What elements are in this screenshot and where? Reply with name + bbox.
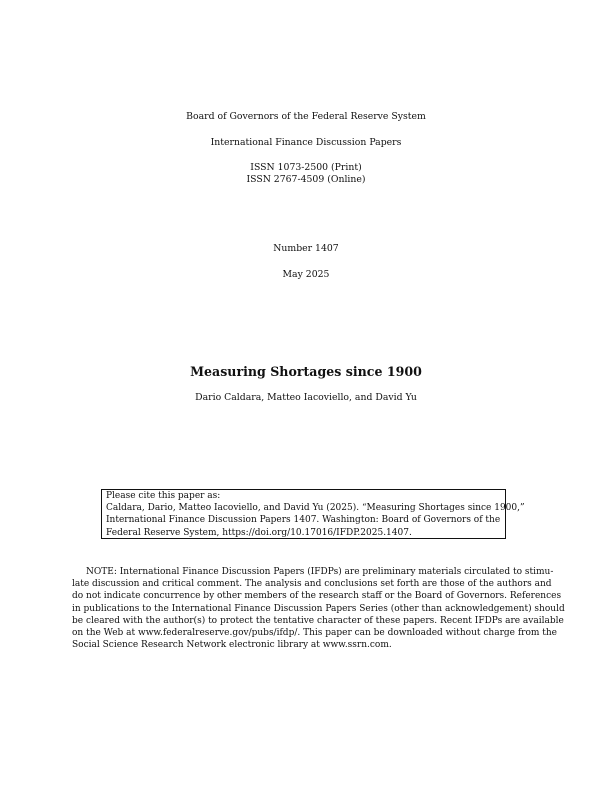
note-line: on the Web at www.federalreserve.gov/pubs/ifdp/. This paper can be downloaded without charge from the: [72, 628, 558, 639]
note-line: late discussion and critical comment. The analysis and conclusions set forth are those of the authors and: [72, 579, 552, 590]
note-line: be cleared with the author(s) to protect the tentative character of these papers. Recent IFDPs are available: [72, 615, 564, 626]
issn-print: ISSN 1073-2500 (Print): [250, 162, 362, 173]
paper-date: May 2025: [282, 269, 330, 280]
note-line: NOTE: International Finance Discussion Papers (IFDPs) are preliminary materials circulated to stimu-: [86, 567, 554, 577]
note-line: in publications to the International Finance Discussion Papers Series (other than acknowledgement) should: [72, 603, 565, 614]
note-line: Social Science Research Network electronic library at www.ssrn.com.: [72, 640, 392, 651]
citation-box: [101, 489, 525, 539]
citation-line: Caldara, Dario, Matteo Iacoviello, and David Yu (2025). “Measuring Shortages since 1900,”: [106, 503, 525, 514]
paper-number: Number 1407: [273, 243, 339, 254]
note-line: do not indicate concurrence by other members of the research staff or the Board of Governors. References: [72, 591, 562, 602]
paper-authors: Dario Caldara, Matteo Iacoviello, and David Yu: [195, 392, 417, 403]
issn-online: ISSN 2767-4509 (Online): [246, 174, 366, 185]
institution-name: Board of Governors of the Federal Reserve System: [186, 111, 426, 122]
citation-line: Federal Reserve System, https://doi.org/10.17016/IFDP.2025.1407.: [106, 527, 412, 538]
citation-line: International Finance Discussion Papers 1407. Washington: Board of Governors of the: [106, 515, 501, 526]
citation-line: Please cite this paper as:: [106, 491, 221, 501]
series-name: International Finance Discussion Papers: [210, 137, 402, 148]
disclaimer-note: [72, 566, 565, 651]
paper-title: Measuring Shortages since 1900: [190, 364, 422, 379]
